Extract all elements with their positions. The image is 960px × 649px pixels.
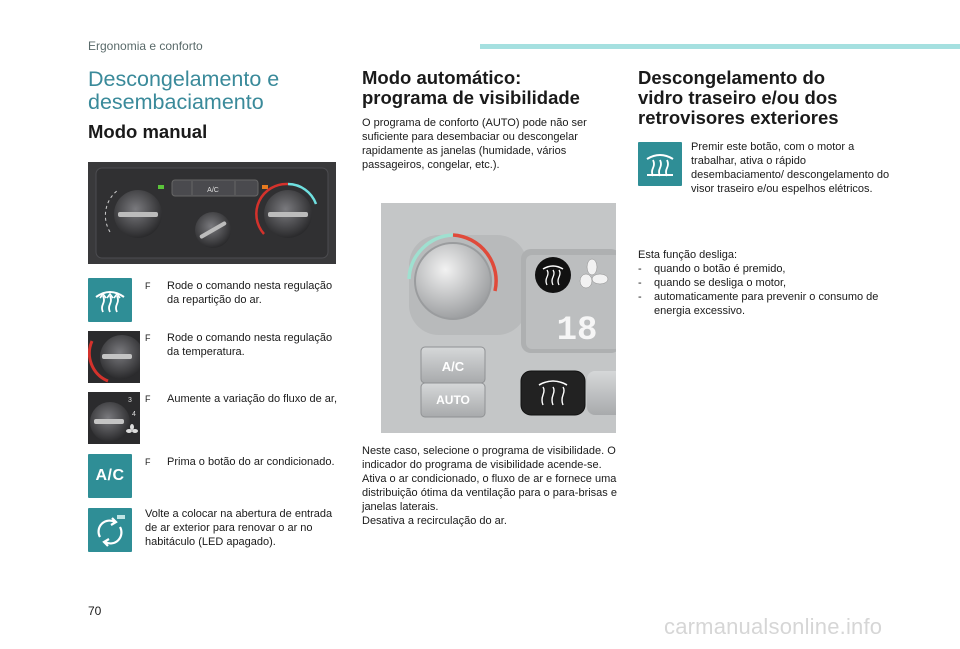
item-air-distribution bbox=[145, 279, 340, 307]
list-item: - quando o botão é premido, bbox=[638, 262, 898, 276]
item-text: Prima o botão do ar condicionado. bbox=[167, 456, 335, 468]
switch-off-intro: Esta função desliga: bbox=[638, 249, 738, 261]
rear-demist-icon bbox=[638, 142, 682, 186]
ac-icon bbox=[88, 454, 132, 498]
bullet-marker: F bbox=[145, 333, 151, 343]
watermark: carmanualsonline.info bbox=[664, 614, 883, 639]
rear-demist-heading: Descongelamento do vidro traseiro e/ou dos retrovisores exteriores bbox=[638, 67, 839, 128]
bullet-marker: F bbox=[145, 394, 151, 404]
auto-mode-outro: Neste caso, selecione o programa de visibilidade. O indicador do programa de visibilidade acende-se. Ativa o ar condicionado, o fluxo de ar e fornece uma distribuição ótima da ventilação para o para-brisas e janelas laterais. Desativa a recirculação do ar. bbox=[362, 445, 617, 527]
item-temperature bbox=[145, 331, 340, 359]
temperature-display: 18 bbox=[556, 312, 598, 350]
recirculation-text: Volte a colocar na abertura de entrada de ar exterior para renovar o ar no habitáculo (LED apagado). bbox=[145, 508, 333, 548]
item-text: Aumente a variação do fluxo de ar, bbox=[167, 393, 337, 405]
section-header-bar bbox=[480, 44, 960, 49]
svg-text:3: 3 bbox=[128, 397, 132, 404]
svg-text:A/C: A/C bbox=[441, 359, 465, 374]
manual-control-panel-photo bbox=[88, 162, 336, 264]
item-text: Rode o comando nesta regulação da temperatura. bbox=[167, 332, 333, 358]
page-number: 70 bbox=[88, 604, 102, 618]
item-air-conditioning bbox=[145, 455, 340, 469]
ac-icon-label: A/C bbox=[95, 467, 125, 484]
list-item: - automaticamente para prevenir o consumo de energia excessivo. bbox=[638, 290, 898, 318]
svg-text:A/C: A/C bbox=[207, 187, 219, 194]
list-item: - quando se desliga o motor, bbox=[638, 276, 898, 290]
fan-speed-knob-icon bbox=[88, 392, 140, 444]
recirculation-icon bbox=[88, 508, 132, 552]
rear-demist-button-text: Premir este botão, com o motor a trabalhar, ativa o rápido desembaciamento/ descongelamento do visor traseiro e/ou espelhos elétricos. bbox=[691, 141, 890, 195]
auto-mode-intro: O programa de conforto (AUTO) pode não ser suficiente para desembaciar ou descongelar rapidamente as janelas (humidade, vários passageiros, congelar, etc.). bbox=[362, 117, 587, 171]
item-text: Rode o comando nesta regulação da repartição do ar. bbox=[167, 280, 333, 306]
bullet-marker: F bbox=[145, 281, 151, 291]
temperature-knob-icon bbox=[88, 331, 140, 383]
svg-text:AUTO: AUTO bbox=[436, 393, 470, 407]
bullet-marker: F bbox=[145, 457, 151, 467]
manual-mode-heading: Modo manual bbox=[88, 121, 208, 142]
auto-mode-heading: Modo automático: programa de visibilidade bbox=[362, 67, 580, 108]
svg-text:4: 4 bbox=[132, 411, 136, 418]
automatic-control-panel-photo bbox=[381, 203, 616, 433]
page-title: Descongelamento e desembaciamento bbox=[88, 67, 280, 114]
section-header-label: Ergonomia e conforto bbox=[88, 39, 203, 53]
item-fan-speed bbox=[145, 392, 340, 406]
switch-off-conditions-list bbox=[638, 262, 898, 318]
air-distribution-icon bbox=[88, 278, 132, 322]
